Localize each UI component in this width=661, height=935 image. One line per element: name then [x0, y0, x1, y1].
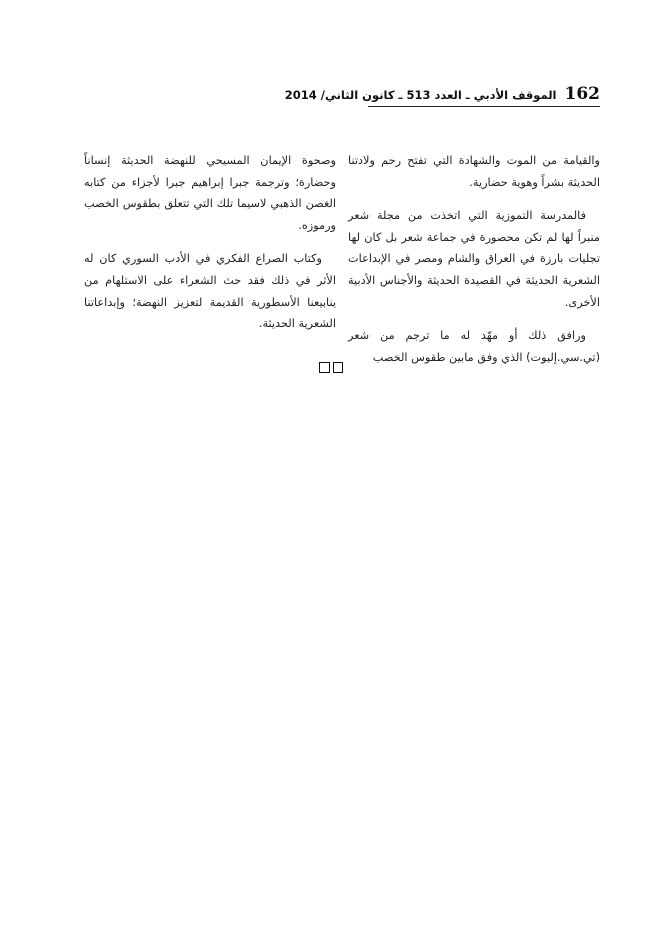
paragraph: ورافق ذلك أو مهّد له ما ترجم من شعر (تي.سي.إليوت) الذي وفق مابين طقوس الخصب	[348, 329, 600, 364]
square-icon	[319, 362, 330, 373]
end-of-article-icon	[319, 362, 343, 374]
paragraph: وكتاب الصراع الفكري في الأدب السوري كان له الأثر في ذلك فقد حث الشعراء على الاستلهام من ينابيعنا الأسطورية القديمة لتعزيز النهضة؛ وإبداعاتنا الشعرية الحديثة.	[84, 252, 336, 331]
square-icon	[333, 362, 344, 373]
header-rule	[368, 106, 600, 107]
running-head: الموقف الأدبي ـ العدد 513 ـ كانون الثاني/ 2014	[284, 88, 557, 102]
paragraph: والقيامة من الموت والشهادة التي تفتح رحم ولادتنا الحديثة بشراً وهوية حضارية.	[348, 154, 600, 189]
right-column	[348, 150, 600, 380]
left-column	[84, 150, 336, 347]
paragraph: وصحوة الإيمان المسيحي للنهضة الحديثة إنساناً وحضارة؛ وترجمة جبرا إبراهيم جبرا لأجزاء من كتابه الغصن الذهبي لاسيما تلك التي تتعلق بطقوس الخصب ورموزه.	[84, 154, 336, 232]
page-number: 162	[564, 84, 600, 104]
paragraph: فالمدرسة التموزية التي اتخذت من مجلة شعر منبراً لها لم تكن محصورة في جماعة شعر بل كان لها تجليات بارزة في العراق والشام ومصر في الإبداعات الشعرية الحديثة في القصيدة الحديثة والأجناس الأدبية الأخرى.	[348, 209, 600, 309]
page-header	[284, 84, 600, 106]
